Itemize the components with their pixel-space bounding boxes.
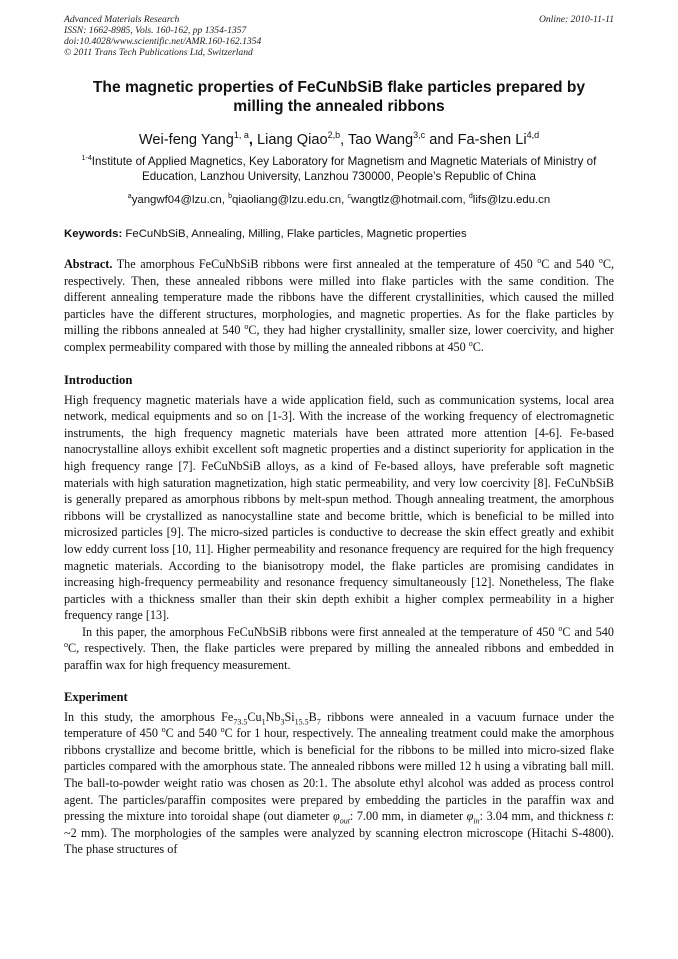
subscript: 3 <box>280 717 285 727</box>
author-affil-mark: 1, a <box>233 130 249 141</box>
author-name: Wei-feng Yang <box>138 132 234 148</box>
paragraph-text: : ~2 mm). The morphologies of the samples were analyzed by scanning electron microscope (Hitachi S-4800). The phase structures of <box>64 809 614 857</box>
keywords-label: Keywords: <box>64 228 123 240</box>
affiliation-mark: 1-4 <box>81 155 92 163</box>
copyright-line: © 2011 Trans Tech Publications Ltd, Switzerland <box>64 47 253 58</box>
abstract-label: Abstract. <box>64 257 113 271</box>
author-list: Wei-feng Yang$^{1, a}$, Liang Qiao$^{2,b}$, Tao Wang$^{3,c}$ and Fa-shen Li$^{4,d}$ <box>138 130 540 148</box>
abstract-text: C, respectively. Then, these annealed ribbons were milled into flake particles with the same condition. The different annealing temperature made the ribbons have the different crystallinities, which caused the milled particles have the different structures, morphologies, and magnetic properties. As for the flake particles by milling the ribbons annealed at 540 <box>64 257 615 338</box>
email-list <box>64 193 614 207</box>
paper-title: The magnetic properties of FeCuNbSiB flake particles prepared by milling the annealed ribbons <box>92 79 586 115</box>
abstract-text: C. <box>472 339 484 354</box>
paragraph-text: C for 1 hour, respectively. The annealing treatment could make the amorphous ribbons crystallize and become brittle, which is beneficial for the ribbons to be milled into micro-sized flake particles compared with the amorphous state. The annealed ribbons were milled 12 h using a vibrating ball mill. The ball-to-powder weight ratio was chosen as 20:1. The absolute ethyl alcohol was added as process control agent. The particles/paraffin composites were prepared by embedding the particles in the paraffin wax and pressing the mixture into toroidal shape (out diameter <box>64 726 614 824</box>
author-affil-mark: 2,b <box>327 130 341 141</box>
doi-line: doi:10.4028/www.scientific.net/AMR.160-162.1354 <box>64 36 262 47</box>
author-affil-mark: 3,c <box>413 130 426 141</box>
author-and: and <box>429 132 454 148</box>
paragraph <box>64 624 614 674</box>
email-mark: c <box>347 193 351 201</box>
keywords <box>64 227 614 241</box>
email-mark: b <box>228 193 233 201</box>
paragraph <box>64 709 614 858</box>
author-name: Fa-shen Li <box>457 132 527 148</box>
abstract-text: C, they had higher crystallinity, smaller size, lower coercivity, and higher complex permeability compared with those by milling the annealed ribbons at 450 <box>64 323 614 354</box>
keywords-text: FeCuNbSiB, Annealing, Milling, Flake particles, Magnetic properties <box>125 228 467 240</box>
degree-mark: o <box>161 725 166 735</box>
author-name: Tao Wang <box>347 132 414 148</box>
experiment-body <box>64 709 614 858</box>
paragraph-text: C and 540 <box>562 624 614 639</box>
degree-mark: o <box>244 322 249 332</box>
subscript: out <box>339 816 350 826</box>
email-link[interactable]: lifs@lzu.edu.cn <box>472 194 551 206</box>
email-link[interactable]: yangwf04@lzu.cn, <box>131 194 225 206</box>
subscript: 1 <box>261 717 266 727</box>
paragraph-text: Cu <box>247 709 262 724</box>
subscript: in <box>473 816 480 826</box>
degree-mark: o <box>220 725 225 735</box>
abstract-text: The amorphous FeCuNbSiB ribbons were first annealed at the temperature of 450 <box>116 257 538 271</box>
subscript: 7 <box>316 717 321 727</box>
math-symbol: t <box>607 809 611 824</box>
degree-mark: o <box>558 623 563 633</box>
degree-mark: o <box>64 640 68 650</box>
journal-name: Advanced Materials Research <box>64 14 180 25</box>
online-date: Online: 2010-11-11 <box>538 14 614 25</box>
email-mark: d <box>468 193 473 201</box>
section-heading-experiment: Experiment <box>64 689 128 704</box>
paragraph-text: C and 540 <box>165 726 221 741</box>
issn-line: ISSN: 1662-8985, Vols. 160-162, pp 1354-1357 <box>64 25 247 36</box>
paragraph-text: : 3.04 mm, and thickness <box>479 809 608 824</box>
degree-mark: o <box>468 338 473 348</box>
paragraph: High frequency magnetic materials have a wide application field, such as communication systems, local area network, medical equipments and so on [1-3]. With the increase of the working frequency of electromagnetic instruments, the high frequency magnetic materials have been attrated more attention [4-6]. Fe-based nanocrystalline alloys exhibit excellent soft magnetic properties and a distinct superiority for application in the high frequency range [7]. FeCuNbSiB alloys, as a kind of Fe-based alloys, have preferable soft magnetic materials with high saturation magnetization, high static permeability, and very low coercivity [8]. FeCuNbSiB is generally prepared as amorphous ribbons by melt-spun method. Though annealing treatment, the amorphous ribbons will be crystallized as nanocystalline state and become brittle, which is beneficial to be milled into microsized particles [9]. The micro-sized particles is conductive to decrease the skin effect greatly and exhibit low eddy current loss [10, 11]. Higher permeability and resonance frequency are required for the high frequency magnetic materials. According to the bianisotropy model, the flake particles are promising candidates in increasing high-frequency permeability and resonance frequency simultaneously [12]. Nonetheless, The flake particles with a thickness smaller than their skin depth exhibit a higher complex permeability in a higher frequency range [13]. <box>64 392 614 623</box>
paragraph-text: C, respectively. Then, the flake particles were prepared by milling the annealed ribbons and embedded in paraffin wax for high frequency measurement. <box>64 641 614 673</box>
journal-header <box>64 14 614 58</box>
paragraph-text: Nb <box>265 709 281 724</box>
affiliation-text: Institute of Applied Magnetics, Key Laboratory for Magnetism and Magnetic Materials of Ministry of Education, Lanzhou University, Lanzhou 730000, People’s Republic of China <box>91 155 597 183</box>
email-link[interactable]: qiaoliang@lzu.edu.cn, <box>232 194 345 206</box>
email-mark: a <box>127 193 132 201</box>
author-name: Liang Qiao <box>256 132 328 148</box>
abstract-text: C and 540 <box>541 257 599 271</box>
author-affil-mark: 4,d <box>526 130 540 141</box>
degree-mark: o <box>537 255 542 265</box>
degree-mark: o <box>598 255 603 265</box>
subscript: 73.5 <box>233 717 248 727</box>
paragraph-text: ribbons were annealed in a vacuum furnace under the temperature of 450 <box>64 709 614 741</box>
paragraph-text: : 7.00 mm, in diameter <box>349 809 467 824</box>
subscript: 15.5 <box>294 717 309 727</box>
math-symbol: φ <box>332 809 340 824</box>
abstract <box>64 256 614 356</box>
paragraph-text: In this paper, the amorphous FeCuNbSiB ribbons were first annealed at the temperature of 450 <box>82 624 559 639</box>
email-link[interactable]: wangtlz@hotmail.com, <box>350 194 466 206</box>
math-symbol: φ <box>466 809 474 824</box>
paragraph-text: In this study, the amorphous Fe <box>64 709 234 724</box>
paragraph-text: Si <box>284 709 295 724</box>
introduction-body <box>64 392 614 674</box>
paragraph-text: B <box>308 709 317 724</box>
section-heading-introduction: Introduction <box>64 372 133 387</box>
affiliation <box>64 154 614 184</box>
